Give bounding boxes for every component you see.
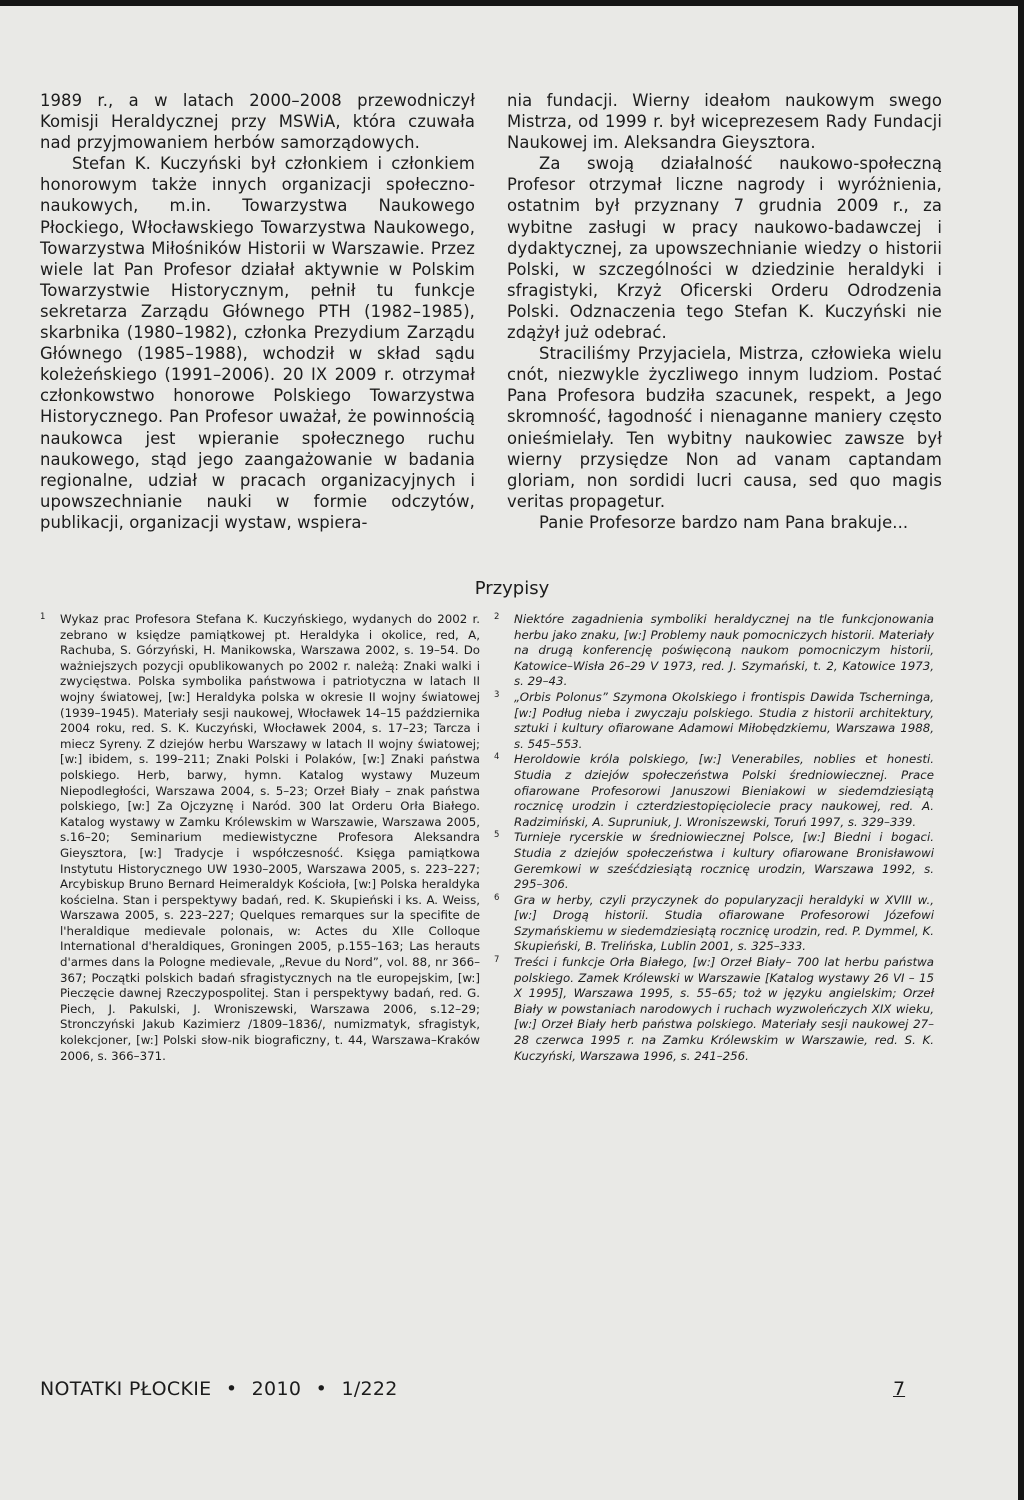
footnote-number: 4 bbox=[494, 752, 500, 763]
footnote bbox=[494, 612, 934, 690]
separator-bullet: • bbox=[225, 1378, 238, 1400]
footnote-number: 7 bbox=[494, 955, 500, 966]
footnote bbox=[494, 752, 934, 830]
footnote bbox=[494, 690, 934, 752]
footnote bbox=[494, 955, 934, 1064]
top-border bbox=[0, 0, 1024, 6]
footnote-number: 5 bbox=[494, 830, 500, 841]
footnote-text: Gra w herby, czyli przyczynek do popularyzacji heraldyki w XVIII w., [w:] Drogą historii. Studia ofiarowane Profesorowi Józefowi Szymańskiemu w siedemdziesiątą rocznicę urodzin, red. P. Dymmel, K. Skupieński, B. Trelińska, Lublin 2001, s. 325–333. bbox=[514, 892, 934, 954]
footnote-number: 1 bbox=[40, 612, 46, 622]
footnote bbox=[40, 612, 480, 1064]
footnote-text: Wykaz prac Profesora Stefana K. Kuczyńskiego, wydanych do 2002 r. zebrano w księdze pamiątkowej pt. Heraldyka i okolice, red, A, Rachuba, S. Górzyński, H. Manikowska, Warszawa 2002, s. 19–54. Do ważniejszych pozycji opublikowanych po 2002 r. należą: Znaki walki i zwycięstwa. Polska symbolika państwowa i patriotyczna w latach II wojny światowej, [w:] Heraldyka polska w okresie II wojny światowej (1939–1945). Materiały sesji naukowej, Włocławek 14–15 października 2004 roku, red. S. K. Kuczyński, Włocławek 2004, s. 17–23; Tarcza i miecz Syreny. Z dziejów herbu Warszawy w latach II wojny światowej; [w:] ibidem, s. 199–211; Znaki Polski i Polaków, [w:] Znaki państwa polskiego. Herb, barwy, hymn. Katalog wystawy Muzeum Niepodległości, Warszawa 2004, s. 5–23; Orzeł Biały – znak państwa polskiego, [w:] Za Ojczyznę i Naród. 300 lat Orderu Orła Białego. Katalog wystawy w Zamku Królewskim w Warszawie, Warszawa 2005, s.16–20; Seminarium mediewistyczne Profesora Aleksandra Gieysztora, [w:] Tradycje i współczesność. Księga pamiątkowa Instytutu Historycznego UW 1930–2005, Warszawa 2005, s. 223–227; Arcybiskup Bruno Bernard Heimeraldyk Kościoła, [w:] Polska heraldyka kościelna. Stan i perspektywy badań, red. K. Skupieński i ks. A. Weiss, Warszawa 2005, s. 223–227; Quelques remarques sur la specifite de l'heraldique medievale polonais, w: Actes du XIle Colloque International d'heraldiques, Groningen 2005, p.155–163; Las herauts d'armes dans la Pologne medievale, „Revue du Nord”, vol. 88, nr 366–367; Początki polskich badań sfragistycznych na tle europejskim, [w:] Pieczęcie dawnej Rzeczypospolitej. Stan i perspektywy badań, red. G. Piech, J. Pakulski, J. Wroniszewski, Warszawa 2006, s.12–29; Stronczyński Jakub Kazimierz /1809–1836/, numizmatyk, sfragistyk, kolekcjoner, [w:] Polski słow-nik biograficzny, t. 44, Warszawa–Kraków 2006, s. 366–371. bbox=[60, 612, 480, 1063]
footnote-text: „Orbis Polonus” Szymona Okolskiego i frontispis Dawida Tscherninga, [w:] Podług nieba i zwyczaju polskiego. Studia z historii architektury, sztuki i kultury ofiarowane Adamowi Miłobędzkiemu, Warszawa 1988, s. 545–553. bbox=[514, 689, 934, 751]
footnote-text: Treści i funkcje Orła Białego, [w:] Orzeł Biały– 700 lat herbu państwa polskiego. Zamek Królewski w Warszawie [Katalog wystawy 26 VI – 15 X 1995], Warszawa 1995, s. 55–65; toż w języku angielskim; Orzeł Biały w powstaniach narodowych i ruchach wyzwoleńczych XIX wieku, [w:] Orzeł Biały herb państwa polskiego. Materiały sesji naukowej 27–28 czerwca 1995 r. na Zamku Królewskim w Warszawie, red. S. K. Kuczyński, Warszawa 1996, s. 241–256. bbox=[514, 955, 934, 1063]
paragraph: Za swoją działalność naukowo-społeczną Profesor otrzymał liczne nagrody i wyróżnienia, ostatnim był przyznany 7 grudnia 2009 r., za wybitne zasługi w pracy naukowo-badawczej i dydaktycznej, za upowszechnianie wiedzy o historii Polski, w szczególności w dziedzinie heraldyki i sfragistyki, Krzyż Oficerski Orderu Odrodzenia Polski. Odznaczenia tego Stefan K. Kuczyński nie zdążył już odebrać. bbox=[507, 154, 942, 343]
paragraph: Panie Profesorze bardzo nam Pana brakuje... bbox=[539, 512, 909, 532]
footnote bbox=[494, 830, 934, 892]
footnote bbox=[494, 893, 934, 955]
footnotes-column-right bbox=[494, 612, 934, 1064]
journal-issue: 1/222 bbox=[341, 1378, 398, 1400]
body-column-right bbox=[507, 90, 942, 533]
footnotes-column-left bbox=[40, 612, 480, 1064]
journal-year: 2010 bbox=[251, 1378, 302, 1400]
running-footer bbox=[40, 1378, 920, 1400]
right-border bbox=[1018, 0, 1024, 1500]
footnote-text: Heroldowie króla polskiego, [w:] Venerabiles, noblies et honesti. Studia z dziejów społeczeństwa Polski średniowiecznej. Prace ofiarowane Profesorowi Januszowi Bieniakowi w siedemdziesiątą rocznicę urodzin i czterdziestopięciolecie pracy naukowej, red. A. Radzimiński, A. Supruniuk, J. Wroniszewski, Toruń 1997, s. 329–339. bbox=[514, 752, 934, 829]
paragraph: 1989 r., a w latach 2000–2008 przewodniczył Komisji Heraldycznej przy MSWiA, która czuwała nad przyjmowaniem herbów samorządowych. bbox=[40, 91, 475, 153]
paragraph: Stefan K. Kuczyński był członkiem i członkiem honorowym także innych organizacji społeczno-naukowych, m.in. Towarzystwa Naukowego Płockiego, Włocławskiego Towarzystwa Naukowego, Towarzystwa Miłośników Historii w Warszawie. Przez wiele lat Pan Profesor działał aktywnie w Polskim Towarzystwie Historycznym, pełnił tu funkcje sekretarza Zarządu Głównego PTH (1982–1985), skarbnika (1980–1982), członka Prezydium Zarządu Głównego (1985–1988), wchodził w skład sądu koleżeńskiego (1991–2006). 20 IX 2009 r. otrzymał członkowstwo honorowe Polskiego Towarzystwa Historycznego. Pan Profesor uważał, że powinnością naukowca jest wpieranie społecznego ruchu naukowego, stąd jego zaangażowanie w badania regionalne, udział w pracach organizacyjnych i upowszechnianie nauki w formie odczytów, publikacji, organizacji wystaw, wspiera- bbox=[40, 154, 475, 532]
journal-title: NOTATKI PŁOCKIE bbox=[40, 1378, 212, 1400]
footnote-text: Turnieje rycerskie w średniowiecznej Polsce, [w:] Biedni i bogaci. Studia z dziejów społeczeństwa i kultury ofiarowane Bronisławowi Geremkowi w sześćdziesiątą rocznicę urodzin, Warszawa 1992, s. 295–306. bbox=[514, 830, 934, 892]
page-number: 7 bbox=[893, 1378, 906, 1400]
footnotes-heading: Przypisy bbox=[474, 578, 550, 599]
paragraph: Straciliśmy Przyjaciela, Mistrza, człowieka wielu cnót, niezwykle życzliwego innym ludziom. Postać Pana Profesora budziła szacunek, respekt, a Jego skromność, łagodność i nienaganne maniery często onieśmielały. Ten wybitny naukowiec zawsze był wierny przysiędze Non ad vanam captandam gloriam, non sordidi lucri causa, sed quo magis veritas propagetur. bbox=[507, 344, 942, 511]
footnote-number: 6 bbox=[494, 892, 500, 903]
footnote-number: 2 bbox=[494, 612, 500, 622]
footnote-number: 3 bbox=[494, 689, 500, 700]
footnote-text: Niektóre zagadnienia symboliki heraldycznej na tle funkcjonowania herbu jako znaku, [w:] Problemy nauk pomocniczych historii. Materiały na drugą konferencję poświęconą naukom pomocniczym historii, Katowice–Wisła 26–29 V 1973, red. J. Szymański, t. 2, Katowice 1973, s. 29–43. bbox=[514, 612, 934, 689]
separator-bullet: • bbox=[315, 1378, 328, 1400]
paragraph: nia fundacji. Wierny ideałom naukowym swego Mistrza, od 1999 r. był wiceprezesem Rady Fundacji Naukowej im. Aleksandra Gieysztora. bbox=[507, 91, 942, 153]
body-column-left bbox=[40, 90, 475, 533]
